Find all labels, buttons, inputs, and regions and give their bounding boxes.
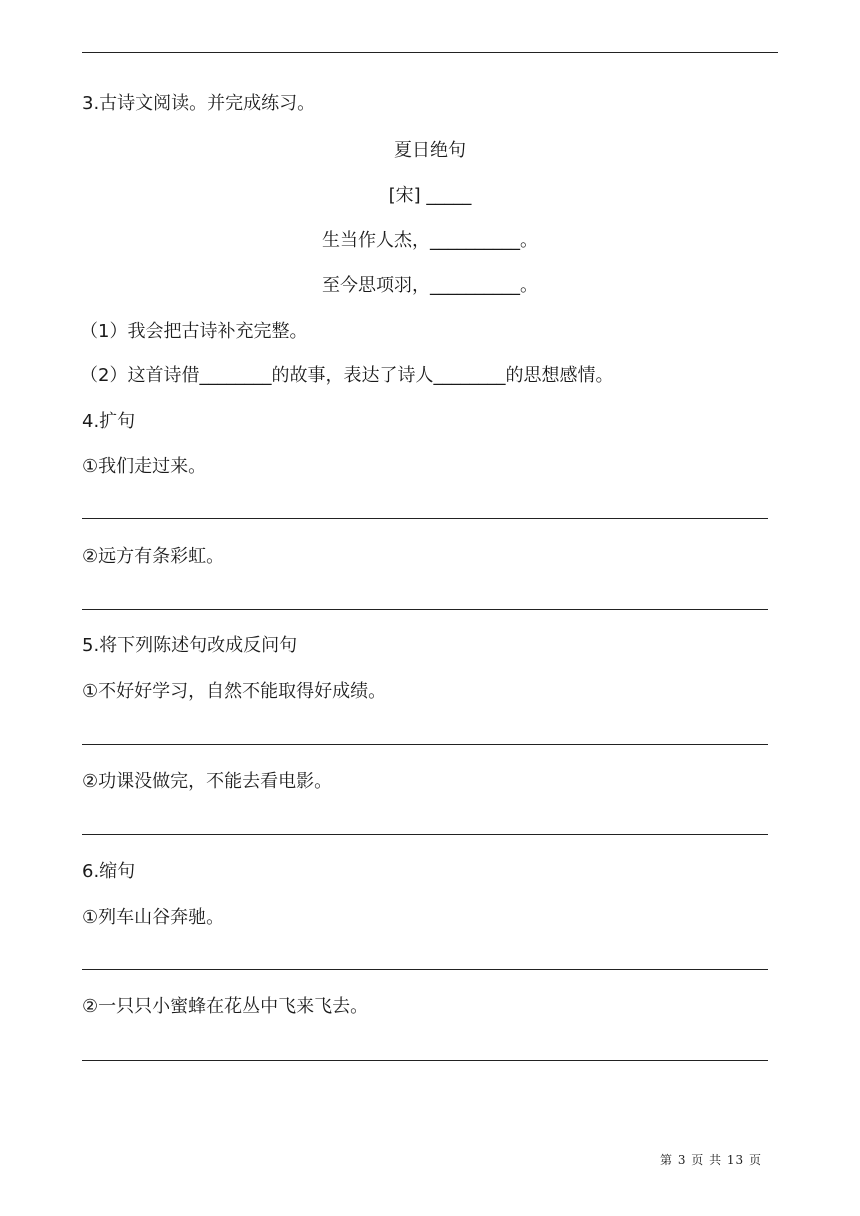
answer-line[interactable] — [82, 969, 768, 970]
q4-heading: 4.扩句 — [82, 411, 136, 432]
poem-line-2: 至今思项羽，__________。 — [322, 275, 538, 296]
q4-item-2: ②远方有条彩虹。 — [82, 546, 225, 567]
q6-item-1: ①列车山谷奔驰。 — [82, 907, 225, 928]
answer-line[interactable] — [82, 518, 768, 519]
poem-line-1: 生当作人杰，__________。 — [322, 230, 538, 251]
q3-sub-question-1: （1）我会把古诗补充完整。 — [80, 321, 308, 342]
q3-heading: 3.古诗文阅读。并完成练习。 — [82, 93, 316, 114]
answer-line[interactable] — [82, 834, 768, 835]
poem-author: [宋] _____ — [388, 185, 472, 206]
answer-line[interactable] — [82, 609, 768, 610]
header-rule — [82, 52, 778, 53]
q5-item-1: ①不好好学习，自然不能取得好成绩。 — [82, 681, 387, 702]
answer-line[interactable] — [82, 744, 768, 745]
q3-sub-question-2: （2）这首诗借________的故事，表达了诗人________的思想感情。 — [80, 365, 614, 386]
q5-item-2: ②功课没做完，不能去看电影。 — [82, 771, 333, 792]
q4-item-1: ①我们走过来。 — [82, 456, 207, 477]
q6-heading: 6.缩句 — [82, 861, 136, 882]
q6-item-2: ②一只只小蜜蜂在花丛中飞来飞去。 — [82, 996, 369, 1017]
q5-heading: 5.将下列陈述句改成反问句 — [82, 635, 298, 656]
poem-title: 夏日绝句 — [394, 140, 466, 161]
page-number: 第 3 页 共 13 页 — [660, 1153, 762, 1167]
answer-line[interactable] — [82, 1060, 768, 1061]
